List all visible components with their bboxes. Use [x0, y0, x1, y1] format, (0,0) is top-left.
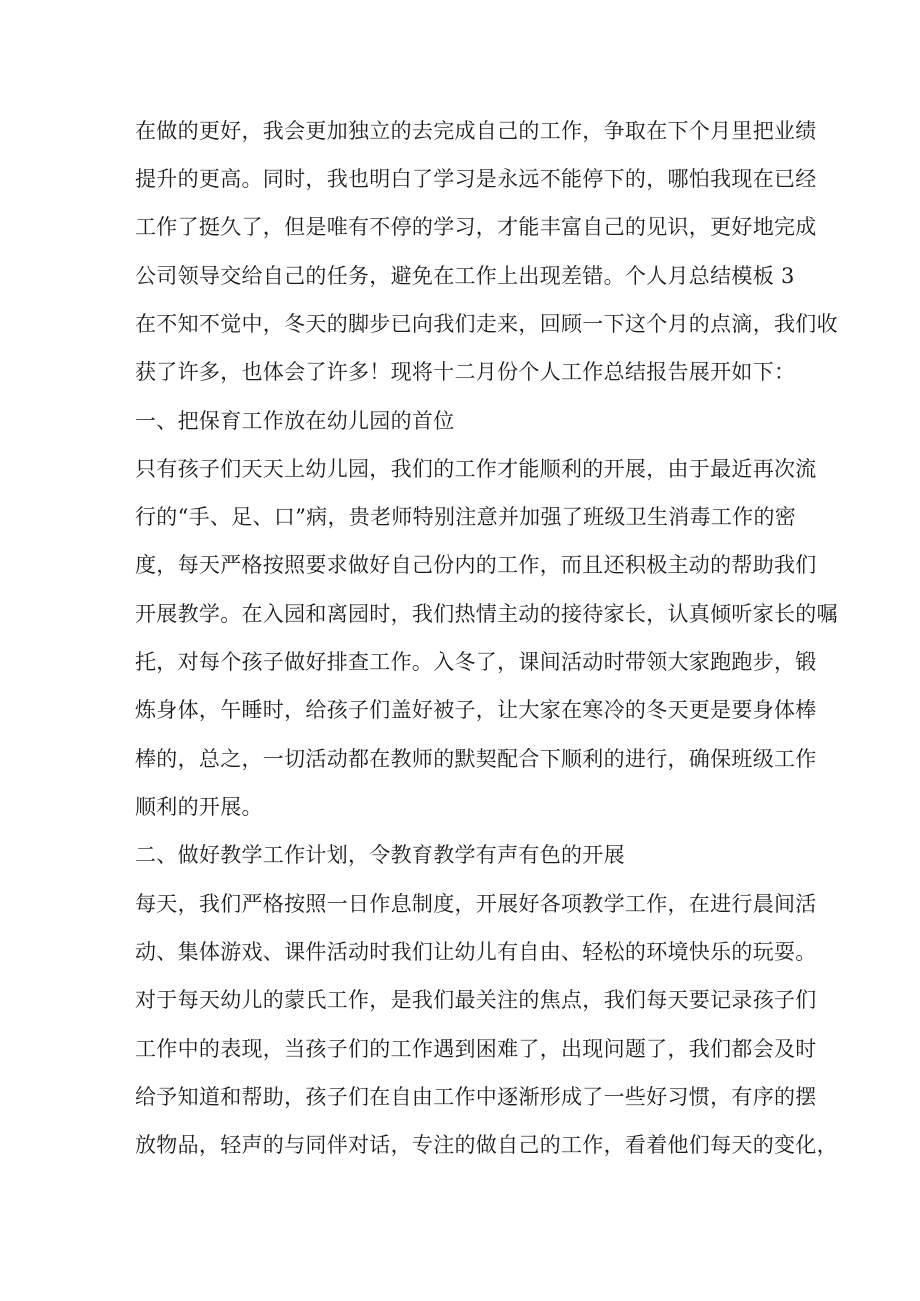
text-line: 在不知不觉中，冬天的脚步已向我们走来，回顾一下这个月的点滴，我们收 — [135, 312, 838, 336]
text-line: 给予知道和帮助，孩子们在自由工作中逐渐形成了一些好习惯，有序的摆 — [135, 1085, 817, 1109]
text-line: 行的“手、足、口”病，贵老师特别注意并加强了班级卫生消毒工作的密 — [135, 505, 797, 529]
section-heading: 一、把保育工作放在幼儿园的首位 — [135, 409, 455, 433]
text-line: 公司领导交给自己的任务，避免在工作上出现差错。个人月总结模板 3 — [135, 264, 795, 288]
text-line: 工作了挺久了，但是唯有不停的学习，才能丰富自己的见识，更好地完成 — [135, 215, 817, 239]
text-line: 获了许多，也体会了许多！现将十二月份个人工作总结报告展开如下： — [135, 360, 796, 384]
text-line: 托，对每个孩子做好排查工作。入冬了，课间活动时带领大家跑跑步，锻 — [135, 650, 817, 674]
text-line: 对于每天幼儿的蒙氏工作，是我们最关注的焦点，我们每天要记录孩子们 — [135, 988, 817, 1012]
text-line: 只有孩子们天天上幼儿园，我们的工作才能顺利的开展，由于最近再次流 — [135, 457, 817, 481]
text-line: 放物品，轻声的与同伴对话，专注的做自己的工作，看着他们每天的变化， — [135, 1133, 838, 1157]
text-line: 棒的，总之，一切活动都在教师的默契配合下顺利的进行，确保班级工作 — [135, 747, 817, 771]
text-line: 每天，我们严格按照一日作息制度，开展好各项教学工作，在进行晨间活 — [135, 892, 817, 916]
text-line: 工作中的表现，当孩子们的工作遇到困难了，出现问题了，我们都会及时 — [135, 1037, 817, 1061]
text-line: 在做的更好，我会更加独立的去完成自己的工作，争取在下个月里把业绩 — [135, 119, 817, 143]
text-line: 动、集体游戏、课件活动时我们让幼儿有自由、轻松的环境快乐的玩耍。 — [135, 940, 817, 964]
text-line: 提升的更高。同时，我也明白了学习是永远不能停下的，哪怕我现在已经 — [135, 167, 817, 191]
text-line: 顺利的开展。 — [135, 795, 263, 819]
section-heading: 二、做好教学工作计划，令教育教学有声有色的开展 — [135, 843, 625, 867]
text-line: 度，每天严格按照要求做好自己份内的工作，而且还积极主动的帮助我们 — [135, 553, 817, 577]
text-line: 开展教学。在入园和离园时，我们热情主动的接待家长，认真倾听家长的嘱 — [135, 602, 838, 626]
text-line: 炼身体，午睡时，给孩子们盖好被子，让大家在寒冷的冬天更是要身体棒 — [135, 698, 817, 722]
